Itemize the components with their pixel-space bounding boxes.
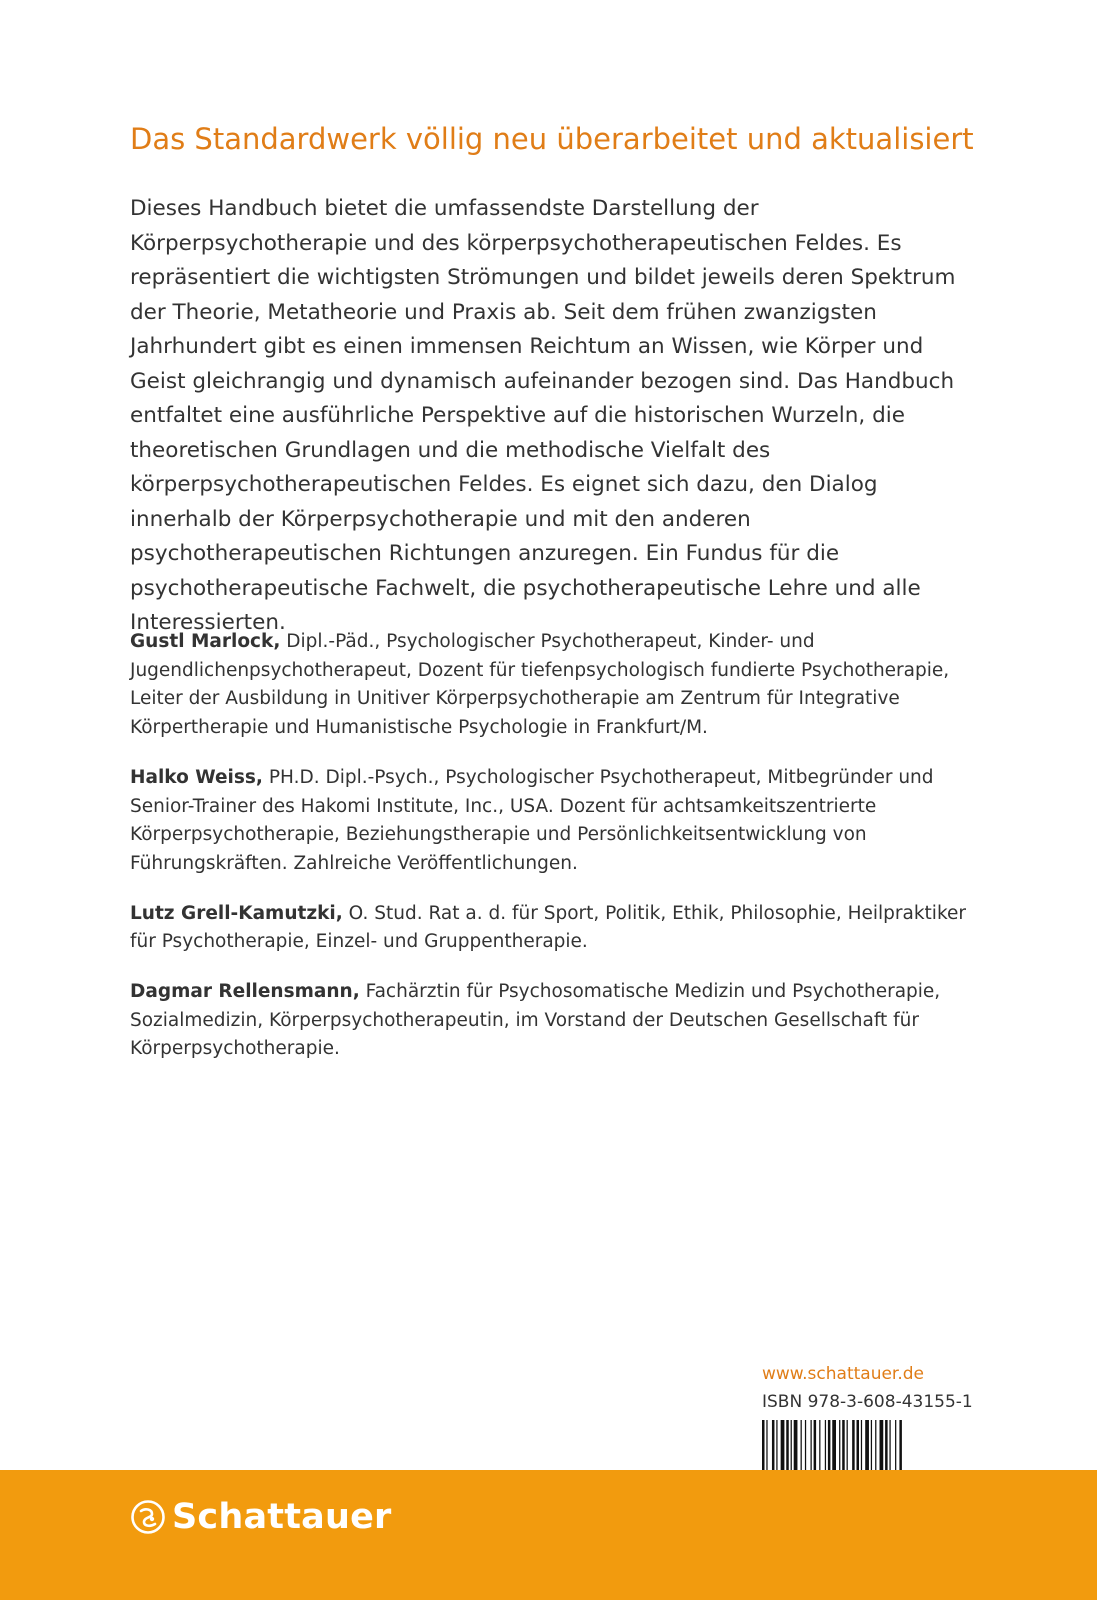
author-bio-text: Dipl.-Päd., Psychologischer Psychotherapeut, Kinder- und Jugendlichenpsychotherapeut, Dozent für tiefenpsychologisch fundierte Psychotherapie, Leiter der Ausbildung in Unitiver Körperpsychotherapie am Zentrum für Integrative Körpertherapie und Humanistische Psychologie in Frankfurt/M. [130,631,950,739]
publisher-website[interactable]: www.schattauer.de [762,1364,925,1384]
publisher-footer [0,1470,1097,1600]
author-bio [130,900,990,957]
schattauer-logo-icon [130,1499,166,1535]
author-bio [130,764,990,879]
author-name: Halko Weiss, [130,766,263,788]
headline: Das Standardwerk völlig neu überarbeitet und aktualisiert [130,122,974,156]
publisher-name: Schattauer [172,1497,392,1537]
barcode [762,1420,967,1470]
author-bio-text: O. Stud. Rat a. d. für Sport, Politik, Ethik, Philosophie, Heilpraktiker für Psychotherapie, Einzel- und Gruppentherapie. [130,902,966,953]
author-bio [130,978,990,1064]
author-bio [130,628,990,743]
publisher-logo [130,1496,392,1538]
isbn-label: ISBN 978-3-608-43155-1 [762,1392,973,1412]
author-bio-text: Fachärztin für Psychosomatische Medizin und Psychotherapie, Sozialmedizin, Körperpsychotherapeutin, im Vorstand der Deutschen Gesellschaft für Körperpsychotherapie. [130,981,941,1060]
author-name: Lutz Grell-Kamutzki, [130,902,343,924]
author-name: Dagmar Rellensmann, [130,981,360,1003]
author-bio-text: PH.D. Dipl.-Psych., Psychologischer Psychotherapeut, Mitbegründer und Senior-Trainer des Hakomi Institute, Inc., USA. Dozent für achtsamkeitszentrierte Körperpsychotherapie, Beziehungstherapie und Persönlichkeitsentwicklung von Führungskräften. Zahlreiche Veröffentlichungen. [130,766,934,874]
author-bios [130,628,990,1085]
author-name: Gustl Marlock, [130,631,281,652]
book-description: Dieses Handbuch bietet die umfassendste Darstellung der Körperpsychotherapie und des körperpsychotherapeutischen Feldes. Es repräsentiert die wichtigsten Strömungen und bildet jeweils deren Spektrum der Theorie, Metatheorie und Praxis ab. Seit dem frühen zwanzigsten Jahrhundert gibt es einen immensen Reichtum an Wissen, wie Körper und Geist gleichrangig und dynamisch aufeinander bezogen sind. Das Handbuch entfaltet eine ausführliche Perspektive auf die historischen Wurzeln, die theoretischen Grundlagen und die methodische Vielfalt des körperpsychotherapeutischen Feldes. Es eignet sich dazu, den Dialog innerhalb der Körperpsychotherapie und mit den anderen psychotherapeutischen Richtungen anzuregen. Ein Fundus für die psychotherapeutische Fachwelt, die psychotherapeutische Lehre und alle Interessierten. [130,196,956,635]
